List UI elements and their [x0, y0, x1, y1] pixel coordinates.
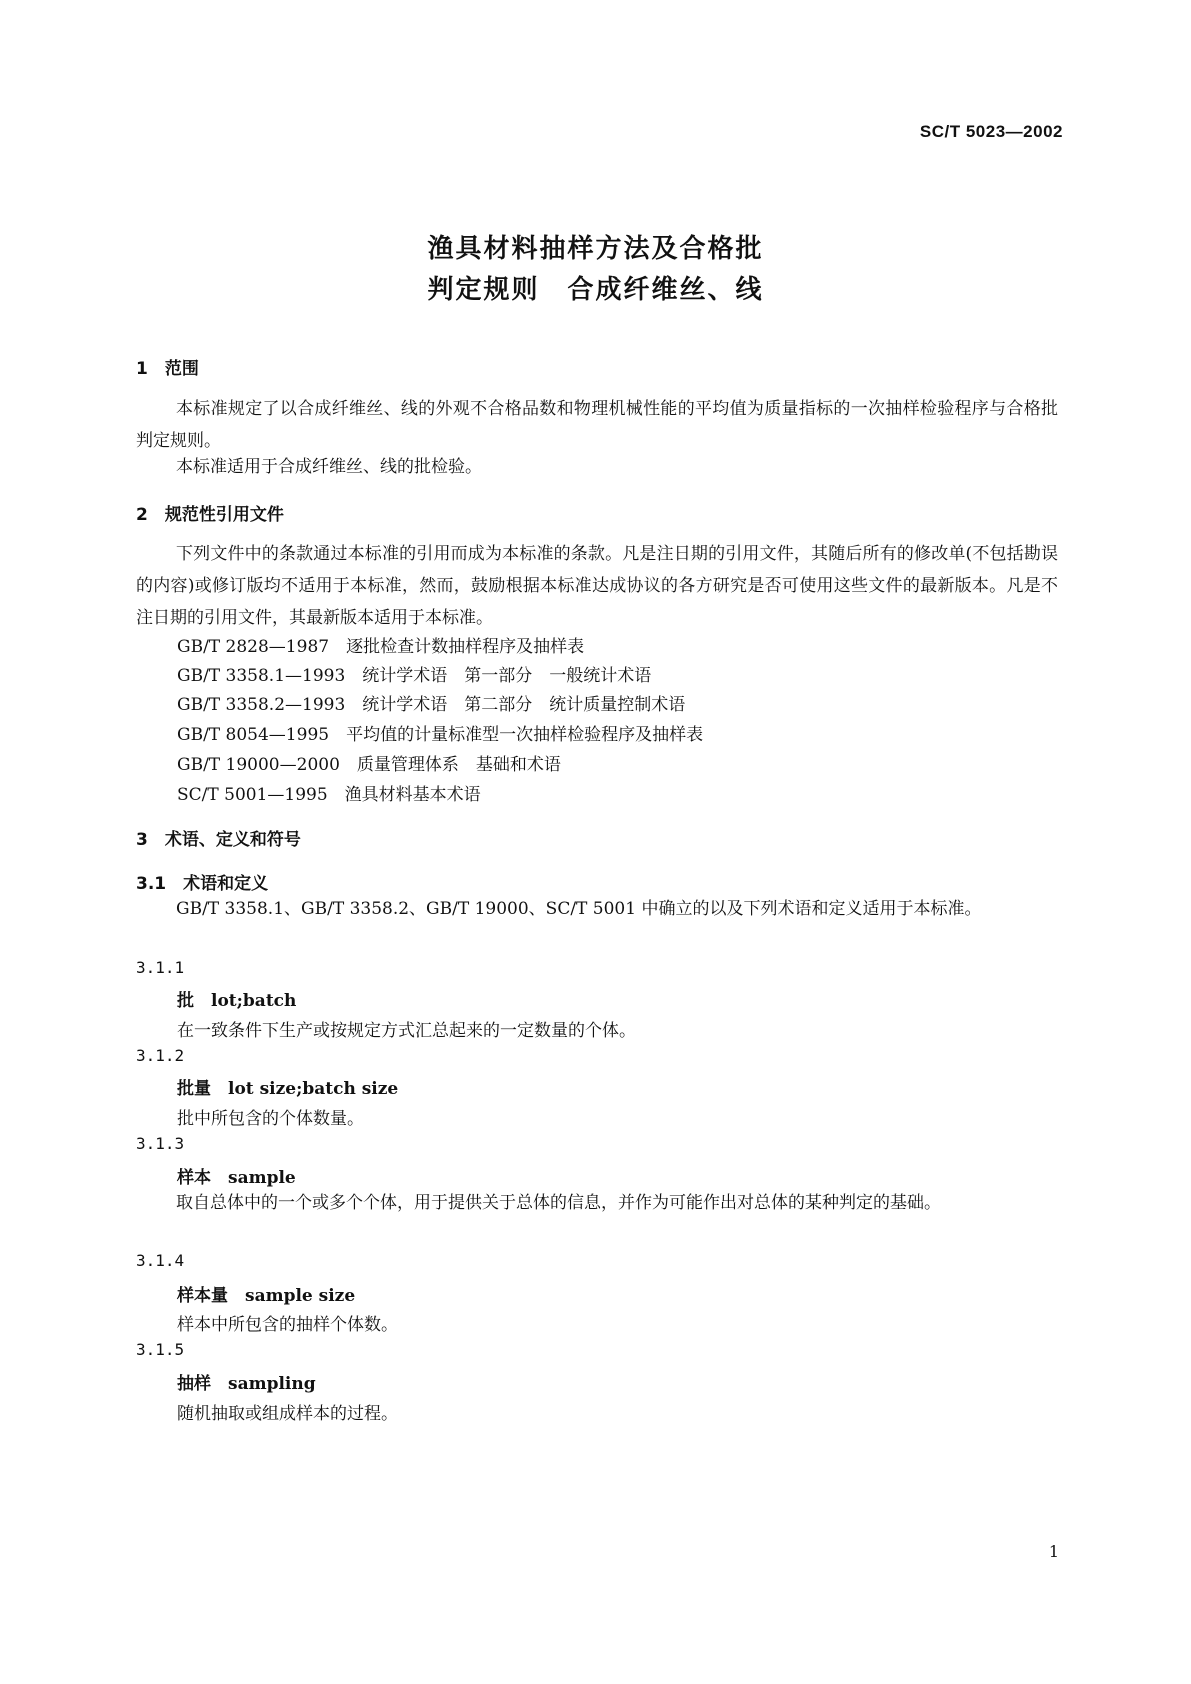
term-number: 3.1.2	[136, 1046, 185, 1065]
term-name: 批量 lot size;batch size	[177, 1079, 399, 1099]
term-definition: 在一致条件下生产或按规定方式汇总起来的一定数量的个体。	[177, 1021, 636, 1041]
term-name: 样本量 sample size	[177, 1286, 356, 1306]
reference-item: GB/T 3358.2—1993 统计学术语 第二部分 统计质量控制术语	[177, 695, 686, 715]
section-2-paragraph: 下列文件中的条款通过本标准的引用而成为本标准的条款。凡是注日期的引用文件，其随后所有的修改单(不包括勘误的内容)或修订版均不适用于本标准，然而，鼓励根据本标准达成协议的各方研究是否可使用这些文件的最新版本。凡是不注日期的引用文件，其最新版本适用于本标准。	[136, 544, 1058, 628]
term-definition: 批中所包含的个体数量。	[177, 1109, 364, 1129]
section-3-1-paragraph: GB/T 3358.1、GB/T 3358.2、GB/T 19000、SC/T 5001 中确立的以及下列术语和定义适用于本标准。	[176, 899, 982, 919]
term-definition: 取自总体中的一个或多个个体，用于提供关于总体的信息，并作为可能作出对总体的某种判定的基础。	[176, 1193, 941, 1213]
reference-item: GB/T 8054—1995 平均值的计量标准型一次抽样检验程序及抽样表	[177, 725, 704, 745]
title-line-2: 判定规则 合成纤维丝、线	[427, 275, 764, 305]
term-number: 3.1.4	[136, 1251, 185, 1270]
section-1-heading: 1 范围	[136, 359, 199, 379]
section-3-1-heading: 3.1 术语和定义	[136, 874, 269, 894]
reference-item: GB/T 3358.1—1993 统计学术语 第一部分 一般统计术语	[177, 666, 652, 686]
term-number: 3.1.1	[136, 958, 185, 977]
title-line-1: 渔具材料抽样方法及合格批	[427, 234, 764, 264]
term-number: 3.1.5	[136, 1340, 185, 1359]
term-name: 抽样 sampling	[177, 1374, 316, 1394]
page-number: 1	[1048, 1542, 1059, 1561]
term-definition: 随机抽取或组成样本的过程。	[177, 1404, 398, 1424]
term-definition: 样本中所包含的抽样个体数。	[177, 1315, 398, 1335]
term-name: 批 lot;batch	[177, 991, 297, 1011]
section-1-paragraph-2: 本标准适用于合成纤维丝、线的批检验。	[176, 457, 482, 477]
section-1-paragraph-1: 本标准规定了以合成纤维丝、线的外观不合格品数和物理机械性能的平均值为质量指标的一次抽样检验程序与合格批判定规则。	[136, 399, 1058, 451]
reference-item: SC/T 5001—1995 渔具材料基本术语	[177, 785, 481, 805]
term-number: 3.1.3	[136, 1134, 185, 1153]
reference-item: GB/T 2828—1987 逐批检查计数抽样程序及抽样表	[177, 637, 585, 657]
term-name: 样本 sample	[177, 1168, 296, 1188]
section-2-heading: 2 规范性引用文件	[136, 505, 284, 525]
reference-item: GB/T 19000—2000 质量管理体系 基础和术语	[177, 755, 561, 775]
standard-code: SC/T 5023—2002	[919, 122, 1063, 141]
section-3-heading: 3 术语、定义和符号	[136, 830, 301, 850]
